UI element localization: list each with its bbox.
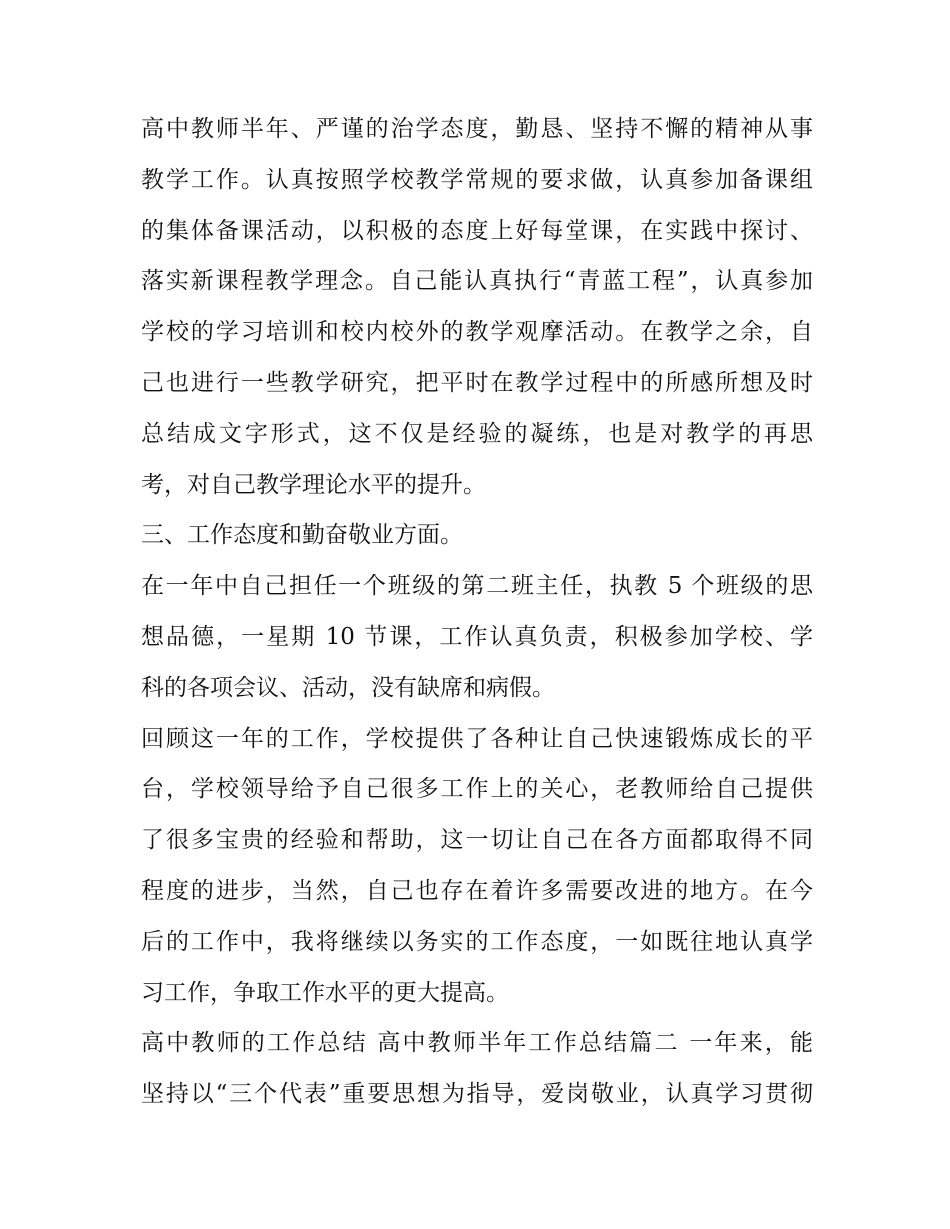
text-line: 想品德，一星期 10 节课，工作认真负责，积极参加学校、学 [141,623,813,650]
text-line: 考，对自己教学理论水平的提升。 [141,471,486,498]
text-line: 程度的进步，当然，自己也存在着许多需要改进的地方。在今 [141,877,813,904]
text-line: 学校的学习培训和校内校外的教学观摩活动。在教学之余，自 [141,319,813,346]
text-line: 的集体备课活动，以积极的态度上好每堂课，在实践中探讨、 [141,217,813,244]
text-line: 己也进行一些教学研究，把平时在教学过程中的所感所想及时 [141,369,813,396]
text-line: 在一年中自己担任一个班级的第二班主任，执教 5 个班级的思 [141,573,813,600]
text-line: 高中教师的工作总结 高中教师半年工作总结篇二 一年来，能 [141,1030,813,1057]
text-line: 回顾这一年的工作，学校提供了各种让自己快速锻炼成长的平 [141,725,813,752]
text-line: 台，学校领导给予自己很多工作上的关心，老教师给自己提供 [141,776,813,803]
text-line: 科的各项会议、活动，没有缺席和病假。 [141,674,555,701]
text-line: 习工作，争取工作水平的更大提高。 [141,979,509,1006]
document-body [141,104,813,1120]
text-line: 教学工作。认真按照学校教学常规的要求做，认真参加备课组 [141,166,813,193]
text-line: 落实新课程教学理念。自己能认真执行“青蓝工程”，认真参加 [141,268,813,295]
text-line: 坚持以“三个代表”重要思想为指导，爱岗敬业，认真学习贯彻 [141,1081,813,1108]
text-line: 后的工作中，我将继续以务实的工作态度，一如既往地认真学 [141,928,813,955]
text-line: 高中教师半年、严谨的治学态度，勤恳、坚持不懈的精神从事 [141,116,813,142]
text-line: 总结成文字形式，这不仅是经验的凝练，也是对教学的再思 [141,420,813,447]
text-line: 了很多宝贵的经验和帮助，这一切让自己在各方面都取得不同 [141,827,813,854]
section-heading: 三、工作态度和勤奋敬业方面。 [141,522,463,549]
